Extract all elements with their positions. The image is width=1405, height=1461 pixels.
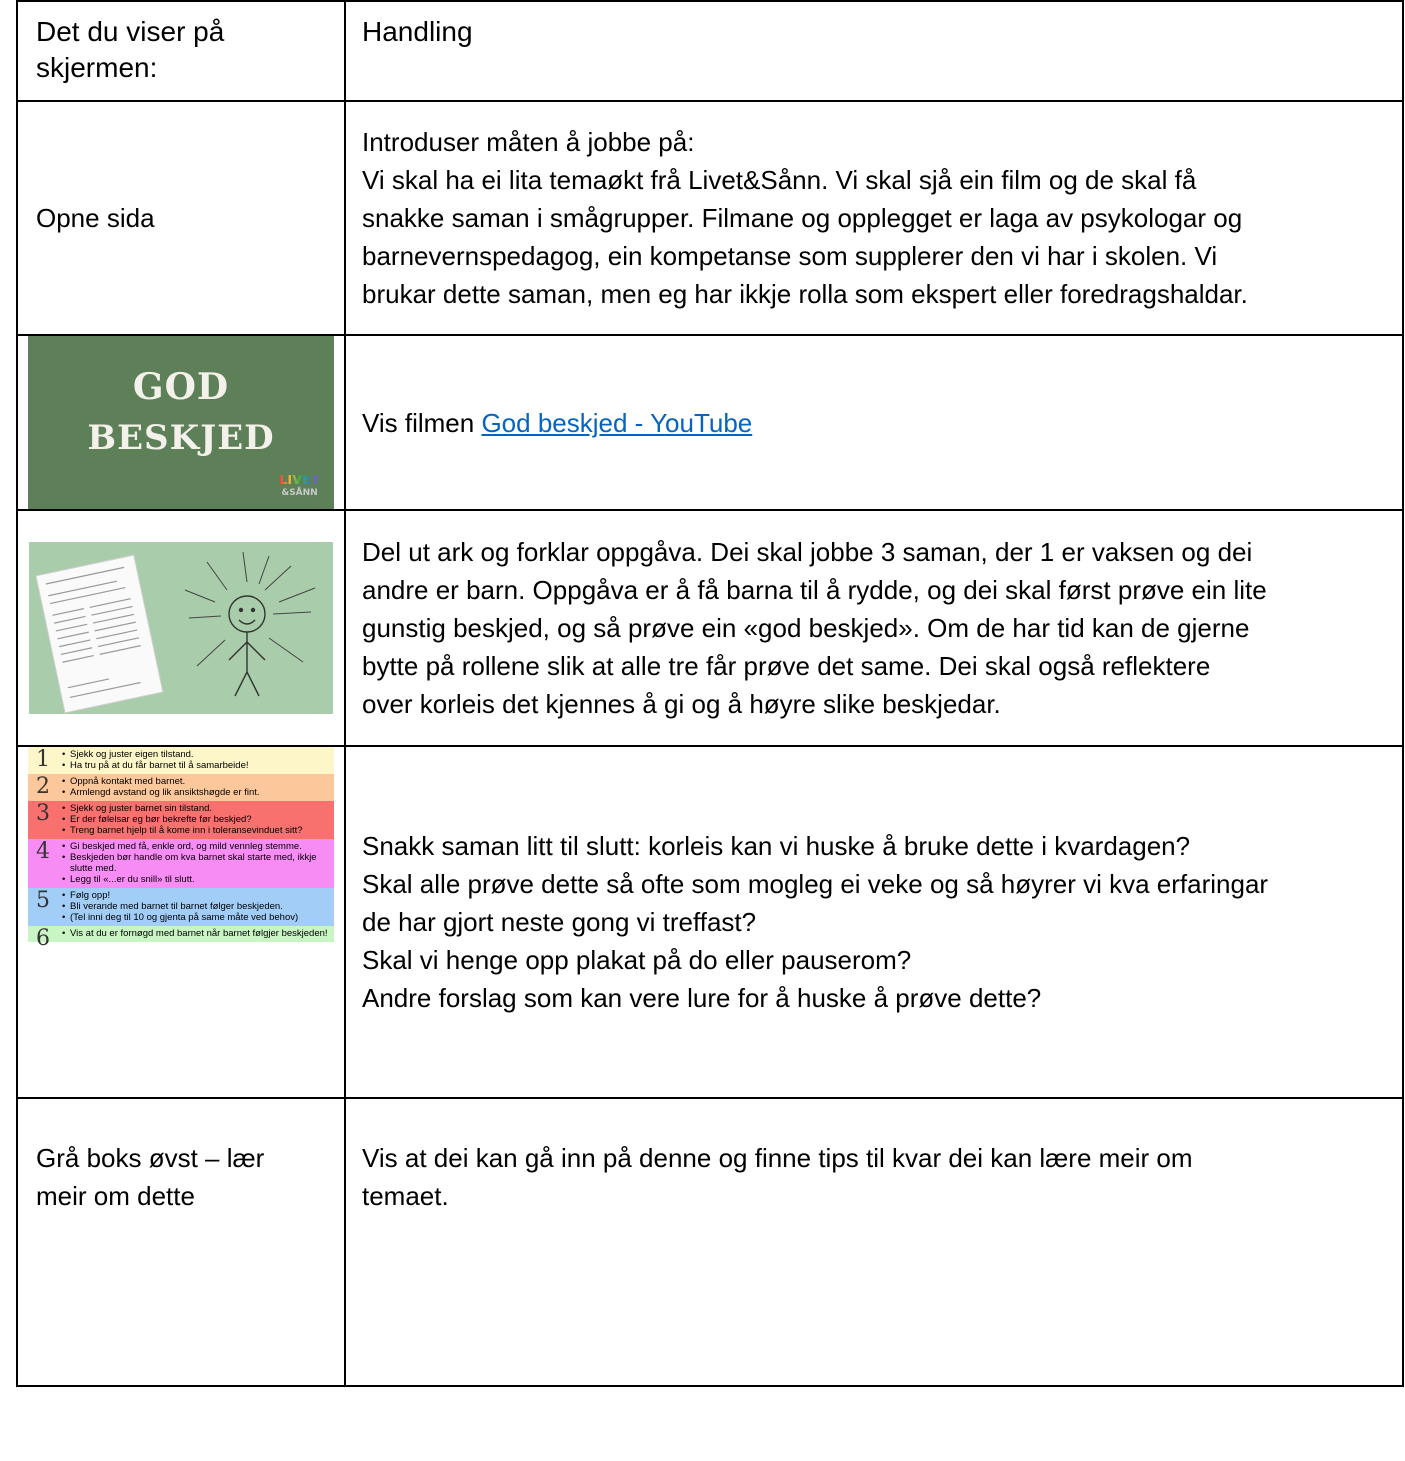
worksheet-thumbnail: [29, 542, 333, 714]
step-6: [28, 926, 334, 951]
step-bullet: • (Tel inni deg til 10 og gjenta på same måte ved behov): [62, 912, 330, 923]
step-bullet: • Sjekk og juster barnet sin tilstand.: [62, 803, 330, 814]
step-3: [28, 801, 334, 839]
step-bullet: • Beskjeden bør handle om kva barnet skal starte med, ikkje slutte med.: [62, 852, 330, 874]
step-bullet: • Vis at du er fornøgd med barnet når barnet følgjer beskjeden!: [62, 928, 330, 939]
action-line: Vi skal ha ei lita temaøkt frå Livet&Sånn. Vi skal sjå ein film og de skal få: [362, 165, 1197, 195]
logo-bottom-text: &SÅNN: [281, 488, 318, 498]
screen-label: Opne sida: [36, 203, 155, 233]
screen-cell: [17, 510, 345, 746]
thumbnail-title-line2: BESKJED: [87, 418, 275, 458]
action-line: Skal alle prøve dette så ofte som mogleg ei veke og så høyrer vi kva erfaringar: [362, 869, 1269, 899]
header-action-label: Handling: [362, 16, 473, 47]
step-bullet: • Følg opp!: [62, 890, 330, 901]
action-prefix: Vis filmen: [362, 407, 482, 438]
step-bullet: • Bli verande med barnet til barnet følger beskjeden.: [62, 901, 330, 912]
header-screen-cell: [17, 1, 345, 101]
screen-cell: [17, 746, 345, 1098]
table-row: [17, 510, 1403, 746]
step-number: 1: [36, 747, 50, 772]
logo-top-text: LIVET: [279, 473, 320, 488]
header-screen-line2: skjermen:: [36, 52, 158, 83]
action-line: Vis at dei kan gå inn på denne og finne tips til kvar dei kan lære meir om: [362, 1143, 1193, 1173]
step-bullet: • Oppnå kontakt med barnet.: [62, 776, 330, 787]
steps-poster-thumbnail: [28, 747, 334, 951]
thumbnail-title-line1: GOD: [132, 366, 230, 408]
worksheet-drawing-icon: [29, 542, 333, 714]
step-bullet: • Er der følelsar eg bør bekrefte før beskjed?: [62, 814, 330, 825]
action-line: Andre forslag som kan vere lure for å huske å prøve dette?: [362, 983, 1042, 1013]
step-bullet: • Treng barnet hjelp til å kome inn i toleransevinduet sitt?: [62, 825, 330, 836]
step-number: 2: [36, 774, 50, 799]
action-line: gunstig beskjed, og så prøve ein «god beskjed». Om de har tid kan de gjerne: [362, 613, 1250, 643]
header-row: [17, 1, 1403, 101]
action-line: temaet.: [362, 1181, 449, 1211]
header-screen-line1: Det du viser på: [36, 16, 225, 47]
god-beskjed-video-thumbnail: [28, 336, 334, 509]
screen-cell: [17, 101, 345, 335]
lesson-plan-table: [16, 0, 1404, 1387]
step-number: 3: [36, 801, 50, 826]
table-row: [17, 335, 1403, 510]
screen-cell: [17, 1098, 345, 1386]
action-cell: [345, 335, 1403, 510]
action-line: bytte på rollene slik at alle tre får prøve det same. Dei skal også reflektere: [362, 651, 1211, 681]
step-number: 5: [36, 888, 50, 913]
table-row: [17, 1098, 1403, 1386]
table-row: [17, 101, 1403, 335]
step-bullet: • Gi beskjed med få, enkle ord, og mild vennleg stemme.: [62, 841, 330, 852]
action-line: snakke saman i smågrupper. Filmane og opplegget er laga av psykologar og: [362, 203, 1243, 233]
action-line: over korleis det kjennes å gi og å høyre slike beskjedar.: [362, 689, 1001, 719]
action-cell: [345, 746, 1403, 1098]
step-number: 4: [36, 839, 50, 864]
step-1: [28, 747, 334, 774]
step-bullet: • Legg til «...er du snill» til slutt.: [62, 874, 330, 885]
action-line: brukar dette saman, men eg har ikkje rolla som ekspert eller foredragshaldar.: [362, 279, 1248, 309]
action-cell: [345, 510, 1403, 746]
screen-label-line: meir om dette: [36, 1181, 195, 1211]
screen-label-line: Grå boks øvst – lær: [36, 1143, 265, 1173]
header-action-cell: [345, 1, 1403, 101]
action-line: barnevernspedagog, ein kompetanse som supplerer den vi har i skolen. Vi: [362, 241, 1218, 271]
action-line: Skal vi henge opp plakat på do eller pauserom?: [362, 945, 912, 975]
action-cell: [345, 1098, 1403, 1386]
action-line: de har gjort neste gong vi treffast?: [362, 907, 757, 937]
table-row: [17, 746, 1403, 1098]
screen-cell: [17, 335, 345, 510]
step-2: [28, 774, 334, 801]
livet-og-sann-logo: [279, 475, 320, 499]
youtube-link[interactable]: God beskjed - YouTube: [481, 407, 753, 438]
step-bullet: • Ha tru på at du får barnet til å samarbeide!: [62, 760, 330, 771]
step-4: [28, 839, 334, 888]
step-number: 6: [36, 926, 50, 951]
step-5: [28, 888, 334, 926]
action-line: andre er barn. Oppgåva er å få barna til å rydde, og dei skal først prøve ein lite: [362, 575, 1267, 605]
action-line: Introduser måten å jobbe på:: [362, 127, 695, 157]
action-cell: [345, 101, 1403, 335]
step-bullet: • Sjekk og juster eigen tilstand.: [62, 749, 330, 760]
step-bullet: • Armlengd avstand og lik ansiktshøgde er fint.: [62, 787, 330, 798]
action-line: Snakk saman litt til slutt: korleis kan vi huske å bruke dette i kvardagen?: [362, 831, 1191, 861]
action-line: Del ut ark og forklar oppgåva. Dei skal jobbe 3 saman, der 1 er vaksen og dei: [362, 537, 1253, 567]
